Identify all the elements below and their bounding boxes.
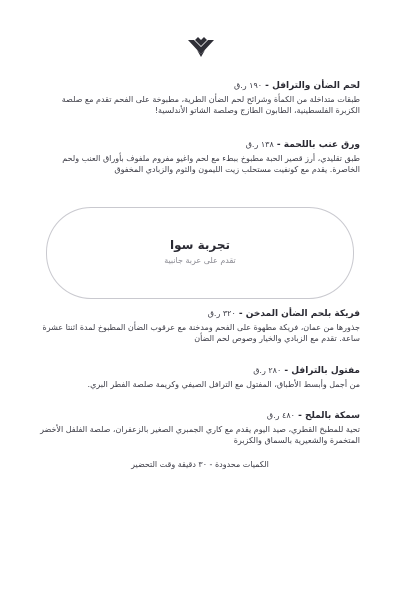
dish-description: من أجمل وأبسط الأطباق، المفتول مع الترافل الصيفي وكريمة صلصة الفطر البري. — [87, 380, 360, 389]
menu-item-title: فريكة بلحم الضأن المدخن - ٣٢٠ ر.ق — [207, 309, 360, 319]
dish-price: ١٩٠ ر.ق — [234, 81, 263, 90]
menu-item-title: لحم الضأن والترافل - ١٩٠ ر.ق — [234, 81, 360, 91]
dish-description: طبق تقليدي، أرز قصير الحبة مطبوخ ببطء مع لحم واغيو مفروم ملفوف بأوراق العنب ولحم الخاصرة. يقدم مع كونفيت مستحلب زيت الليمون والثوم والزبادي المخفوق — [62, 154, 360, 174]
menu-item-vine-leaves — [40, 139, 360, 175]
banner-title: تجربة سوا — [169, 238, 231, 252]
menu-item-freekeh — [40, 308, 360, 344]
dish-name: لحم الضأن والترافل — [272, 81, 360, 91]
dish-description: تحية للمطبخ القطري، صيد اليوم يقدم مع كاري الجمبري الصغير بالزعفران، صلصة الفلفل الأخضر المتخمرة والشعيرية بالسماق والكزبرة — [40, 425, 360, 445]
sawa-experience-banner — [46, 207, 354, 299]
footer-note: الكميات محدودة - ٣٠ دقيقة وقت التحضير — [131, 460, 269, 469]
dish-price: ٤٨٠ ر.ق — [266, 411, 295, 420]
menu-item-lamb-truffle — [40, 80, 360, 116]
dish-price: ٣٢٠ ر.ق — [207, 309, 236, 318]
menu-item-title: سمكة بالملح - ٤٨٠ ر.ق — [266, 411, 360, 421]
dish-description: طبقات متداخلة من الكمأة وشرائح لحم الضأن الطرية، مطبوخة على الفحم تقدم مع صلصة الكزبرة الفلسطينية، الطابون الطازج وصلصة الشاتو الأندلسية! — [61, 95, 360, 115]
menu-item-title: ورق عنب باللحمة - ١٣٨ ر.ق — [245, 140, 360, 150]
dish-name: ورق عنب باللحمة — [283, 140, 360, 150]
dish-name: سمكة بالملح — [304, 411, 360, 421]
sawa-logo-icon — [186, 36, 216, 58]
dish-name: فريكة بلحم الضأن المدخن — [245, 309, 360, 319]
dish-description: جذورها من عمان، فريكة مطهوة على الفحم ومدخنة مع عرقوب الضأن المطبوخ لمدة اثنتا عشرة ساعة. تقدم مع الزبادي والخيار وصوص لحم الضأن — [42, 323, 360, 343]
menu-item-maftoul — [40, 365, 360, 390]
dish-name: مفتول بالترافل — [291, 366, 360, 376]
dish-price: ٢٨٠ ر.ق — [253, 366, 282, 375]
menu-item-title: مفتول بالترافل - ٢٨٠ ر.ق — [253, 366, 360, 376]
dish-price: ١٣٨ ر.ق — [245, 140, 274, 149]
menu-item-salt-fish — [40, 410, 360, 446]
banner-subtitle: تقدم على عربة جانبية — [164, 256, 236, 265]
